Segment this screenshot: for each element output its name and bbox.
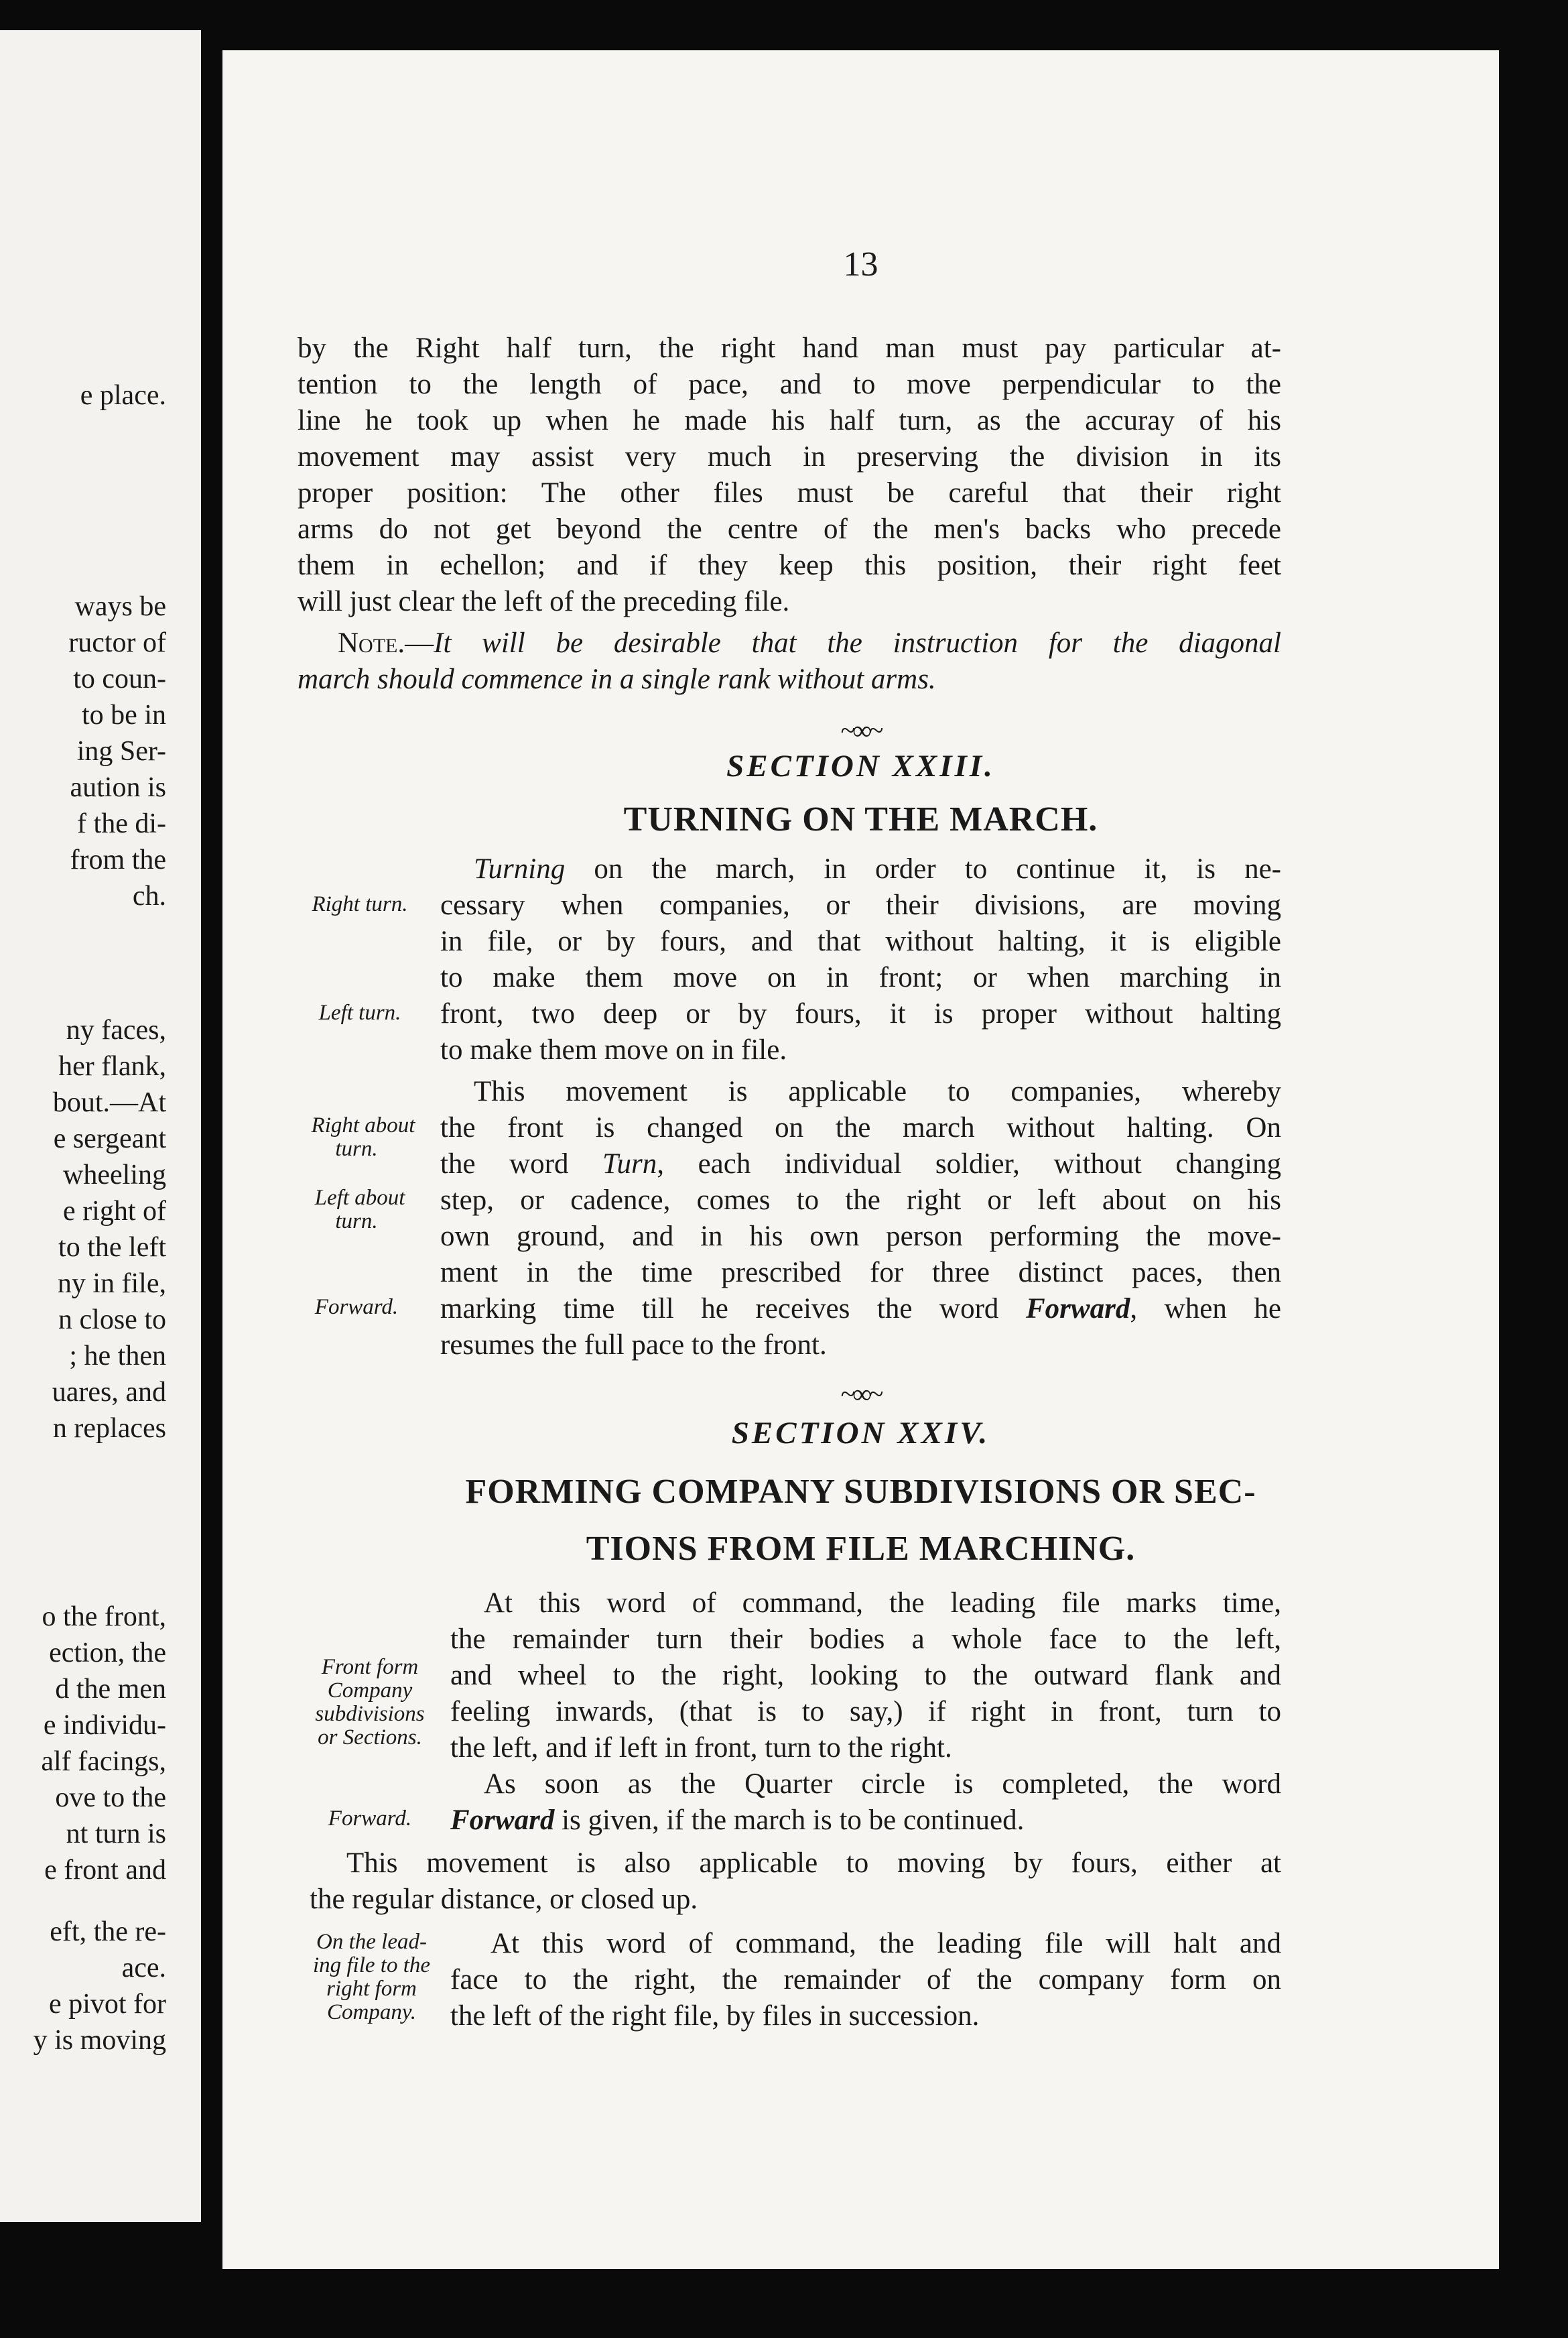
body-line xyxy=(450,1802,1281,1839)
body-line: feeling inwards, (that is to say,) if right in front, turn to xyxy=(450,1696,1281,1727)
body-line: the remainder turn their bodies a whole face to the left, xyxy=(450,1623,1281,1655)
left-page-line: bout.—At xyxy=(52,1087,166,1118)
left-page-line: ; he then xyxy=(69,1341,166,1371)
note-line xyxy=(338,625,1281,662)
margin-note: Forward. xyxy=(314,1295,399,1319)
body-line: the left, and if left in front, turn to the right. xyxy=(450,1732,952,1764)
left-page-line: ny in file, xyxy=(57,1268,166,1299)
page-number: 13 xyxy=(843,245,878,284)
body-line: At this word of command, the leading file marks time, xyxy=(484,1587,1281,1619)
emphasis-word: Turning xyxy=(474,853,566,885)
left-page-line: f the di- xyxy=(77,808,166,839)
section-title: SECTION XXIII. xyxy=(726,749,995,784)
body-line: to make them move on in file. xyxy=(440,1034,787,1066)
left-page-line: e pivot for xyxy=(49,1989,166,2020)
margin-note: subdivisions xyxy=(315,1702,425,1726)
body-line: line he took up when he made his half turn, as the accuray of his xyxy=(298,405,1281,436)
margin-note: turn. xyxy=(335,1137,378,1161)
body-line: This movement is applicable to companies, whereby xyxy=(474,1076,1281,1107)
body-line xyxy=(440,1146,1281,1182)
margin-note: Right turn. xyxy=(312,892,408,916)
left-page-line: e sergeant xyxy=(53,1123,166,1154)
left-page-line: uares, and xyxy=(52,1377,166,1408)
left-page-line: from the xyxy=(70,845,166,875)
left-page-line: eft, the re- xyxy=(50,1916,166,1947)
emphasis-word: Forward xyxy=(450,1804,555,1836)
margin-note: ing file to the xyxy=(312,1953,431,1977)
body-line: As soon as the Quarter circle is completed, the word xyxy=(484,1768,1281,1800)
section-heading: TURNING ON THE MARCH. xyxy=(623,800,1098,839)
left-page-line: e front and xyxy=(44,1855,166,1886)
left-page-line: alf facings, xyxy=(41,1746,166,1777)
margin-note: On the lead- xyxy=(316,1930,427,1954)
left-page-line: e right of xyxy=(63,1196,166,1227)
left-page-line: o the front, xyxy=(42,1601,166,1632)
line-text: is given, if the march is to be continued. xyxy=(554,1804,1025,1836)
body-line: At this word of command, the leading file will halt and xyxy=(491,1928,1281,1959)
left-page-line: ace. xyxy=(121,1953,166,1983)
book-page xyxy=(222,50,1499,2269)
emphasis-word: Turn xyxy=(602,1148,657,1180)
note-label: Note.— xyxy=(338,627,434,659)
left-page-line: ways be xyxy=(74,591,166,622)
left-page-line: her flank, xyxy=(58,1051,166,1082)
body-line: the front is changed on the march without halting. On xyxy=(440,1112,1281,1144)
body-line: to make them move on in front; or when marching in xyxy=(440,962,1281,993)
left-page-line: wheeling xyxy=(63,1160,166,1190)
left-page-line: to the left xyxy=(58,1232,166,1263)
left-page-line: n close to xyxy=(58,1304,166,1335)
section-title: SECTION XXIV. xyxy=(731,1416,990,1451)
margin-note: right form xyxy=(326,1977,417,2001)
line-text: on the march, in order to continue it, is ne- xyxy=(565,853,1281,885)
margin-note: Left about xyxy=(314,1186,405,1210)
left-page-line: ection, the xyxy=(49,1638,166,1668)
line-text: , each individual soldier, without changing xyxy=(657,1148,1282,1180)
margin-note: Company xyxy=(327,1678,413,1703)
body-line: tention to the length of pace, and to move perpendicular to the xyxy=(298,369,1281,400)
body-line: will just clear the left of the preceding file. xyxy=(298,586,790,617)
body-line: in file, or by fours, and that without halting, it is eligible xyxy=(440,926,1281,957)
body-line xyxy=(474,851,1281,887)
line-text: the word xyxy=(440,1148,603,1180)
body-line: by the Right half turn, the right hand man must pay particular at- xyxy=(298,332,1281,364)
left-page-line: to coun- xyxy=(73,664,166,694)
left-page-line: aution is xyxy=(70,772,166,803)
left-page-line: nt turn is xyxy=(66,1819,166,1849)
left-page-line: ny faces, xyxy=(66,1015,166,1046)
margin-note: or Sections. xyxy=(318,1725,422,1749)
body-line: them in echellon; and if they keep this position, their right feet xyxy=(298,550,1281,581)
left-page-line: d the men xyxy=(55,1674,166,1705)
body-line: arms do not get beyond the centre of the men's backs who precede xyxy=(298,513,1281,545)
note-text: It will be desirable that the instruction for the diagonal xyxy=(434,627,1281,659)
body-line xyxy=(440,1291,1281,1327)
left-page-line: ove to the xyxy=(55,1782,166,1813)
body-line: front, two deep or by fours, it is proper without halting xyxy=(440,998,1281,1030)
section-heading: TIONS FROM FILE MARCHING. xyxy=(586,1530,1136,1568)
previous-page-fragment xyxy=(0,30,201,2222)
note-line: march should commence in a single rank without arms. xyxy=(298,664,936,695)
margin-note: turn. xyxy=(335,1209,378,1233)
section-heading: FORMING COMPANY SUBDIVISIONS OR SEC- xyxy=(465,1473,1256,1511)
left-page-line: y is moving xyxy=(33,2025,166,2056)
body-line: the left of the right file, by files in succession. xyxy=(450,2000,980,2032)
margin-note: Front form xyxy=(321,1655,419,1679)
body-line: face to the right, the remainder of the company form on xyxy=(450,1964,1281,1995)
margin-note: Left turn. xyxy=(318,1001,401,1025)
body-line: movement may assist very much in preserving the division in its xyxy=(298,441,1281,473)
body-line: own ground, and in his own person performing the move- xyxy=(440,1221,1281,1252)
section-ornament: ~∞~ xyxy=(840,715,881,745)
body-line: cessary when companies, or their divisions, are moving xyxy=(440,889,1281,921)
left-page-line: ructor of xyxy=(68,627,166,658)
margin-note: Forward. xyxy=(328,1806,412,1831)
body-line: resumes the full pace to the front. xyxy=(440,1329,827,1361)
body-line: This movement is also applicable to moving by fours, either at xyxy=(346,1847,1281,1879)
line-text: marking time till he receives the word xyxy=(440,1293,1026,1325)
margin-note: Company. xyxy=(327,2000,416,2024)
body-line: proper position: The other files must be careful that their right xyxy=(298,477,1281,509)
left-page-line: e place. xyxy=(80,380,166,411)
left-page-line: to be in xyxy=(82,700,166,731)
left-page-line: ing Ser- xyxy=(76,736,166,767)
left-page-line: n replaces xyxy=(52,1413,166,1444)
body-line: step, or cadence, comes to the right or left about on his xyxy=(440,1184,1281,1216)
margin-note: Right about xyxy=(311,1113,415,1137)
emphasis-word: Forward xyxy=(1026,1293,1130,1325)
body-line: and wheel to the right, looking to the outward flank and xyxy=(450,1660,1281,1691)
left-page-line: ch. xyxy=(132,881,166,912)
body-line: the regular distance, or closed up. xyxy=(310,1884,698,1915)
section-ornament: ~∞~ xyxy=(840,1379,881,1409)
left-page-line: e individu- xyxy=(43,1710,166,1741)
line-text: , when he xyxy=(1130,1293,1282,1325)
body-line: ment in the time prescribed for three distinct paces, then xyxy=(440,1257,1281,1288)
